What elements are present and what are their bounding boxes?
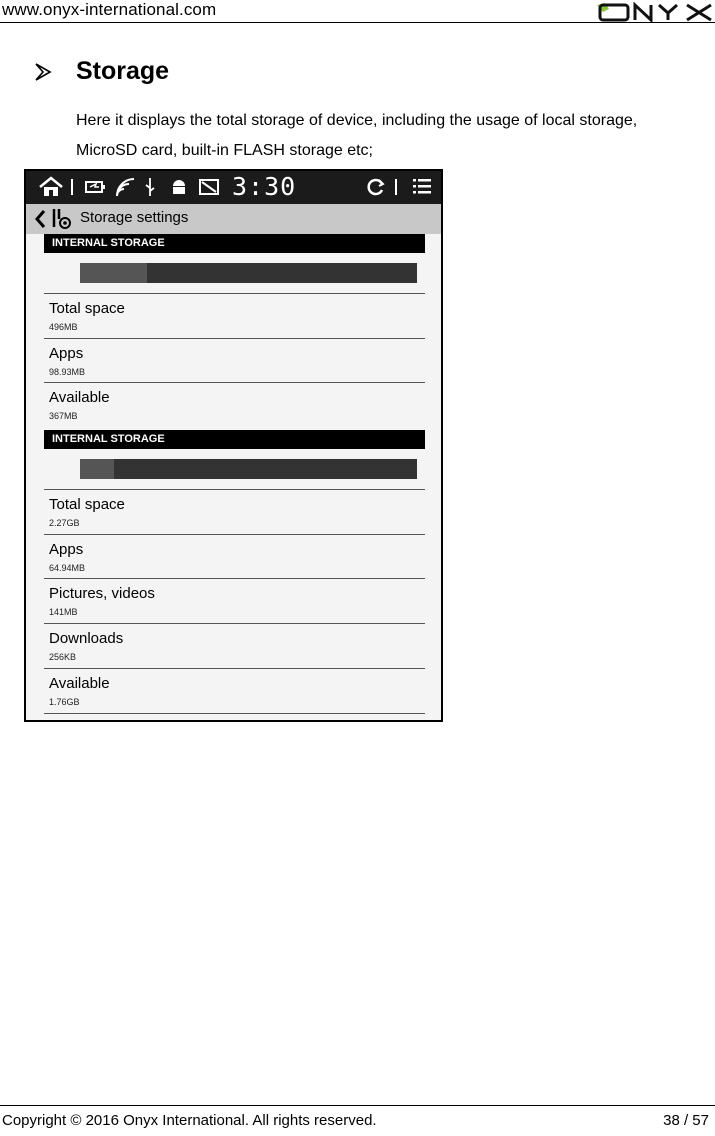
storage-row[interactable] (44, 578, 425, 623)
footer-rule (0, 1105, 715, 1106)
row-label: Available (49, 389, 110, 406)
page-header (0, 0, 715, 24)
device-screenshot (24, 169, 443, 722)
page-number: 38 / 57 (663, 1112, 709, 1129)
battery-icon (84, 176, 106, 198)
storage-row[interactable] (44, 293, 425, 338)
row-label: Available (49, 675, 110, 692)
row-label: Downloads (49, 630, 124, 647)
menu-list-icon[interactable] (412, 176, 432, 198)
row-label: Total space (49, 300, 125, 317)
row-label: Total space (49, 496, 125, 513)
signal-icon (198, 176, 228, 198)
status-bar (26, 171, 441, 204)
row-value: 2.27GB (49, 518, 80, 528)
storage-row[interactable] (44, 668, 425, 714)
storage-row[interactable] (44, 382, 425, 427)
copyright-text: Copyright © 2016 Onyx International. All rights reserved. (2, 1112, 377, 1129)
header-url: www.onyx-international.com (2, 0, 217, 19)
row-value: 141MB (49, 607, 78, 617)
home-icon[interactable] (38, 176, 64, 198)
row-value: 98.93MB (49, 367, 86, 377)
storage-row[interactable] (44, 623, 425, 668)
row-label: Pictures, videos (49, 585, 155, 602)
storage-row[interactable] (44, 489, 425, 534)
storage-usage-bar (80, 459, 417, 479)
screen-title: Storage settings (80, 209, 189, 226)
status-separator (71, 179, 73, 195)
header-rule (0, 22, 715, 23)
row-value: 256KB (49, 652, 77, 662)
row-value: 496MB (49, 322, 78, 332)
row-value: 64.94MB (49, 563, 86, 573)
status-time: 3:30 (232, 172, 297, 201)
row-label: Apps (49, 541, 84, 558)
body-line: Here it displays the total storage of device, including the usage of local storage, (76, 112, 638, 129)
refresh-icon[interactable] (366, 176, 386, 198)
section-title: Storage (76, 57, 170, 85)
status-separator (395, 179, 397, 195)
storage-usage-bar (80, 263, 417, 283)
storage-settings-icon (50, 207, 74, 231)
row-value: 1.76GB (49, 697, 80, 707)
body-line: MicroSD card, built-in FLASH storage etc; (76, 142, 373, 159)
onyx-logo (595, 2, 715, 22)
storage-row[interactable] (44, 338, 425, 383)
row-value: 367MB (49, 411, 78, 421)
storage-section-header: INTERNAL STORAGE (44, 234, 425, 253)
row-label: Apps (49, 345, 84, 362)
arrow-bullet-icon (33, 62, 53, 82)
usb-icon (144, 176, 156, 198)
usage-fill (80, 459, 114, 479)
back-chevron-icon[interactable] (34, 209, 46, 229)
storage-row[interactable] (44, 534, 425, 579)
usage-fill (80, 263, 147, 283)
section-body (76, 106, 715, 166)
wifi-icon (114, 176, 136, 198)
android-icon (170, 176, 188, 198)
storage-section-header: INTERNAL STORAGE (44, 430, 425, 449)
